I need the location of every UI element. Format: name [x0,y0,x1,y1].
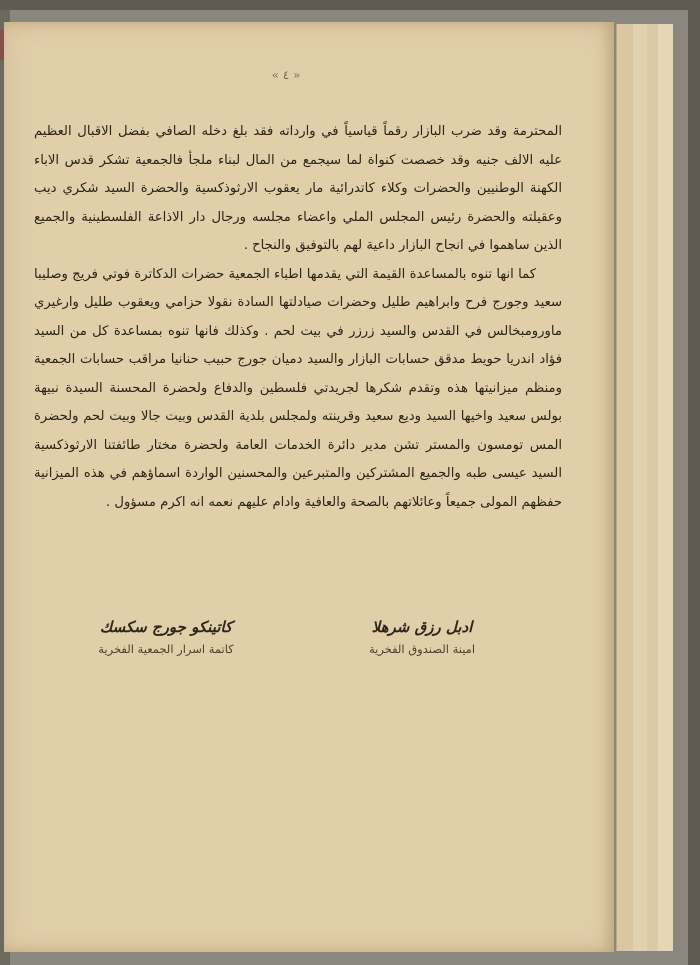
signature-secretary [66,618,266,656]
page-number: « ٤ » [271,68,301,82]
signature-title: امينة الصندوق الفخرية [368,642,476,656]
document-page [4,22,614,952]
page-edge [616,24,633,951]
signature-name: كاتينكو جورج سكسك [99,618,233,636]
signature-treasurer [322,618,522,656]
signature-title: كاتمة اسرار الجمعية الفخرية [98,642,234,656]
paragraph-1: المحترمة وقد ضرب البازار رقماً قياسياً في وارداته فقد بلغ دخله الصافي بفضل الاقبال العظيم عليه الالف جنيه وقد خصصت كنواة لما سيجمع من المال لبناء ملجأ فالجمعية تشكر قدس الاباء الكهنة الوطنيين والحضرات وكلاء كاتدرائية مار يعقوب الارثوذكسية والحضرة السيد شكري ديب وعقيلته والحضرة رئيس المجلس الملي واعضاء مجلسه ورجال دار الاذاعة الفلسطينية والجميع الذين ساهموا في انجاح البازار داعية لهم بالتوفيق والنجاح . [34,124,562,253]
paragraph-2: كما انها تنوه بالمساعدة القيمة التي يقدمها اطباء الجمعية حضرات الدكاترة فوتي فريج وصليبا سعيد وجورج فرح وابراهيم طليل وحضرات صيادلتها السادة نقولا حزامي ويعقوب طليل وارغيري ماورومبخالس في القدس والسيد زرزر في بيت لحم . وكذلك فانها تنوه بمساعدة كل من السيد فؤاد اندريا حويط مدقق حسابات البازار والسيد دميان جورج حبيب حنانيا مراقب حسابات الجمعية ومنظم ميزانيتها هذه وتقدم شكرها لجريدتي فلسطين والدفاع ولحضرة المحسنة السيدة نبيهة بولس سعيد واخيها السيد وديع سعيد وقرينته ولمجلس بلدية القدس وبيت جالا وبيت لحم ولحضرة المس تومسون والمستر تشن مدير دائرة الخدمات العامة ولحضرة مختار طائفتنا الارثوذكسية السيد عيسى طبه والجميع المشتركين والمتبرعين والمحسنين الواردة اسماؤهم في هذه الميزانية حفظهم المولى جميعاً وعائلاتهم بالصحة والعافية وادام عليهم نعمه انه اكرم مسؤول . [34,266,562,510]
signature-name: ادبل رزق شرهلا [371,618,473,636]
body-text [34,118,562,517]
